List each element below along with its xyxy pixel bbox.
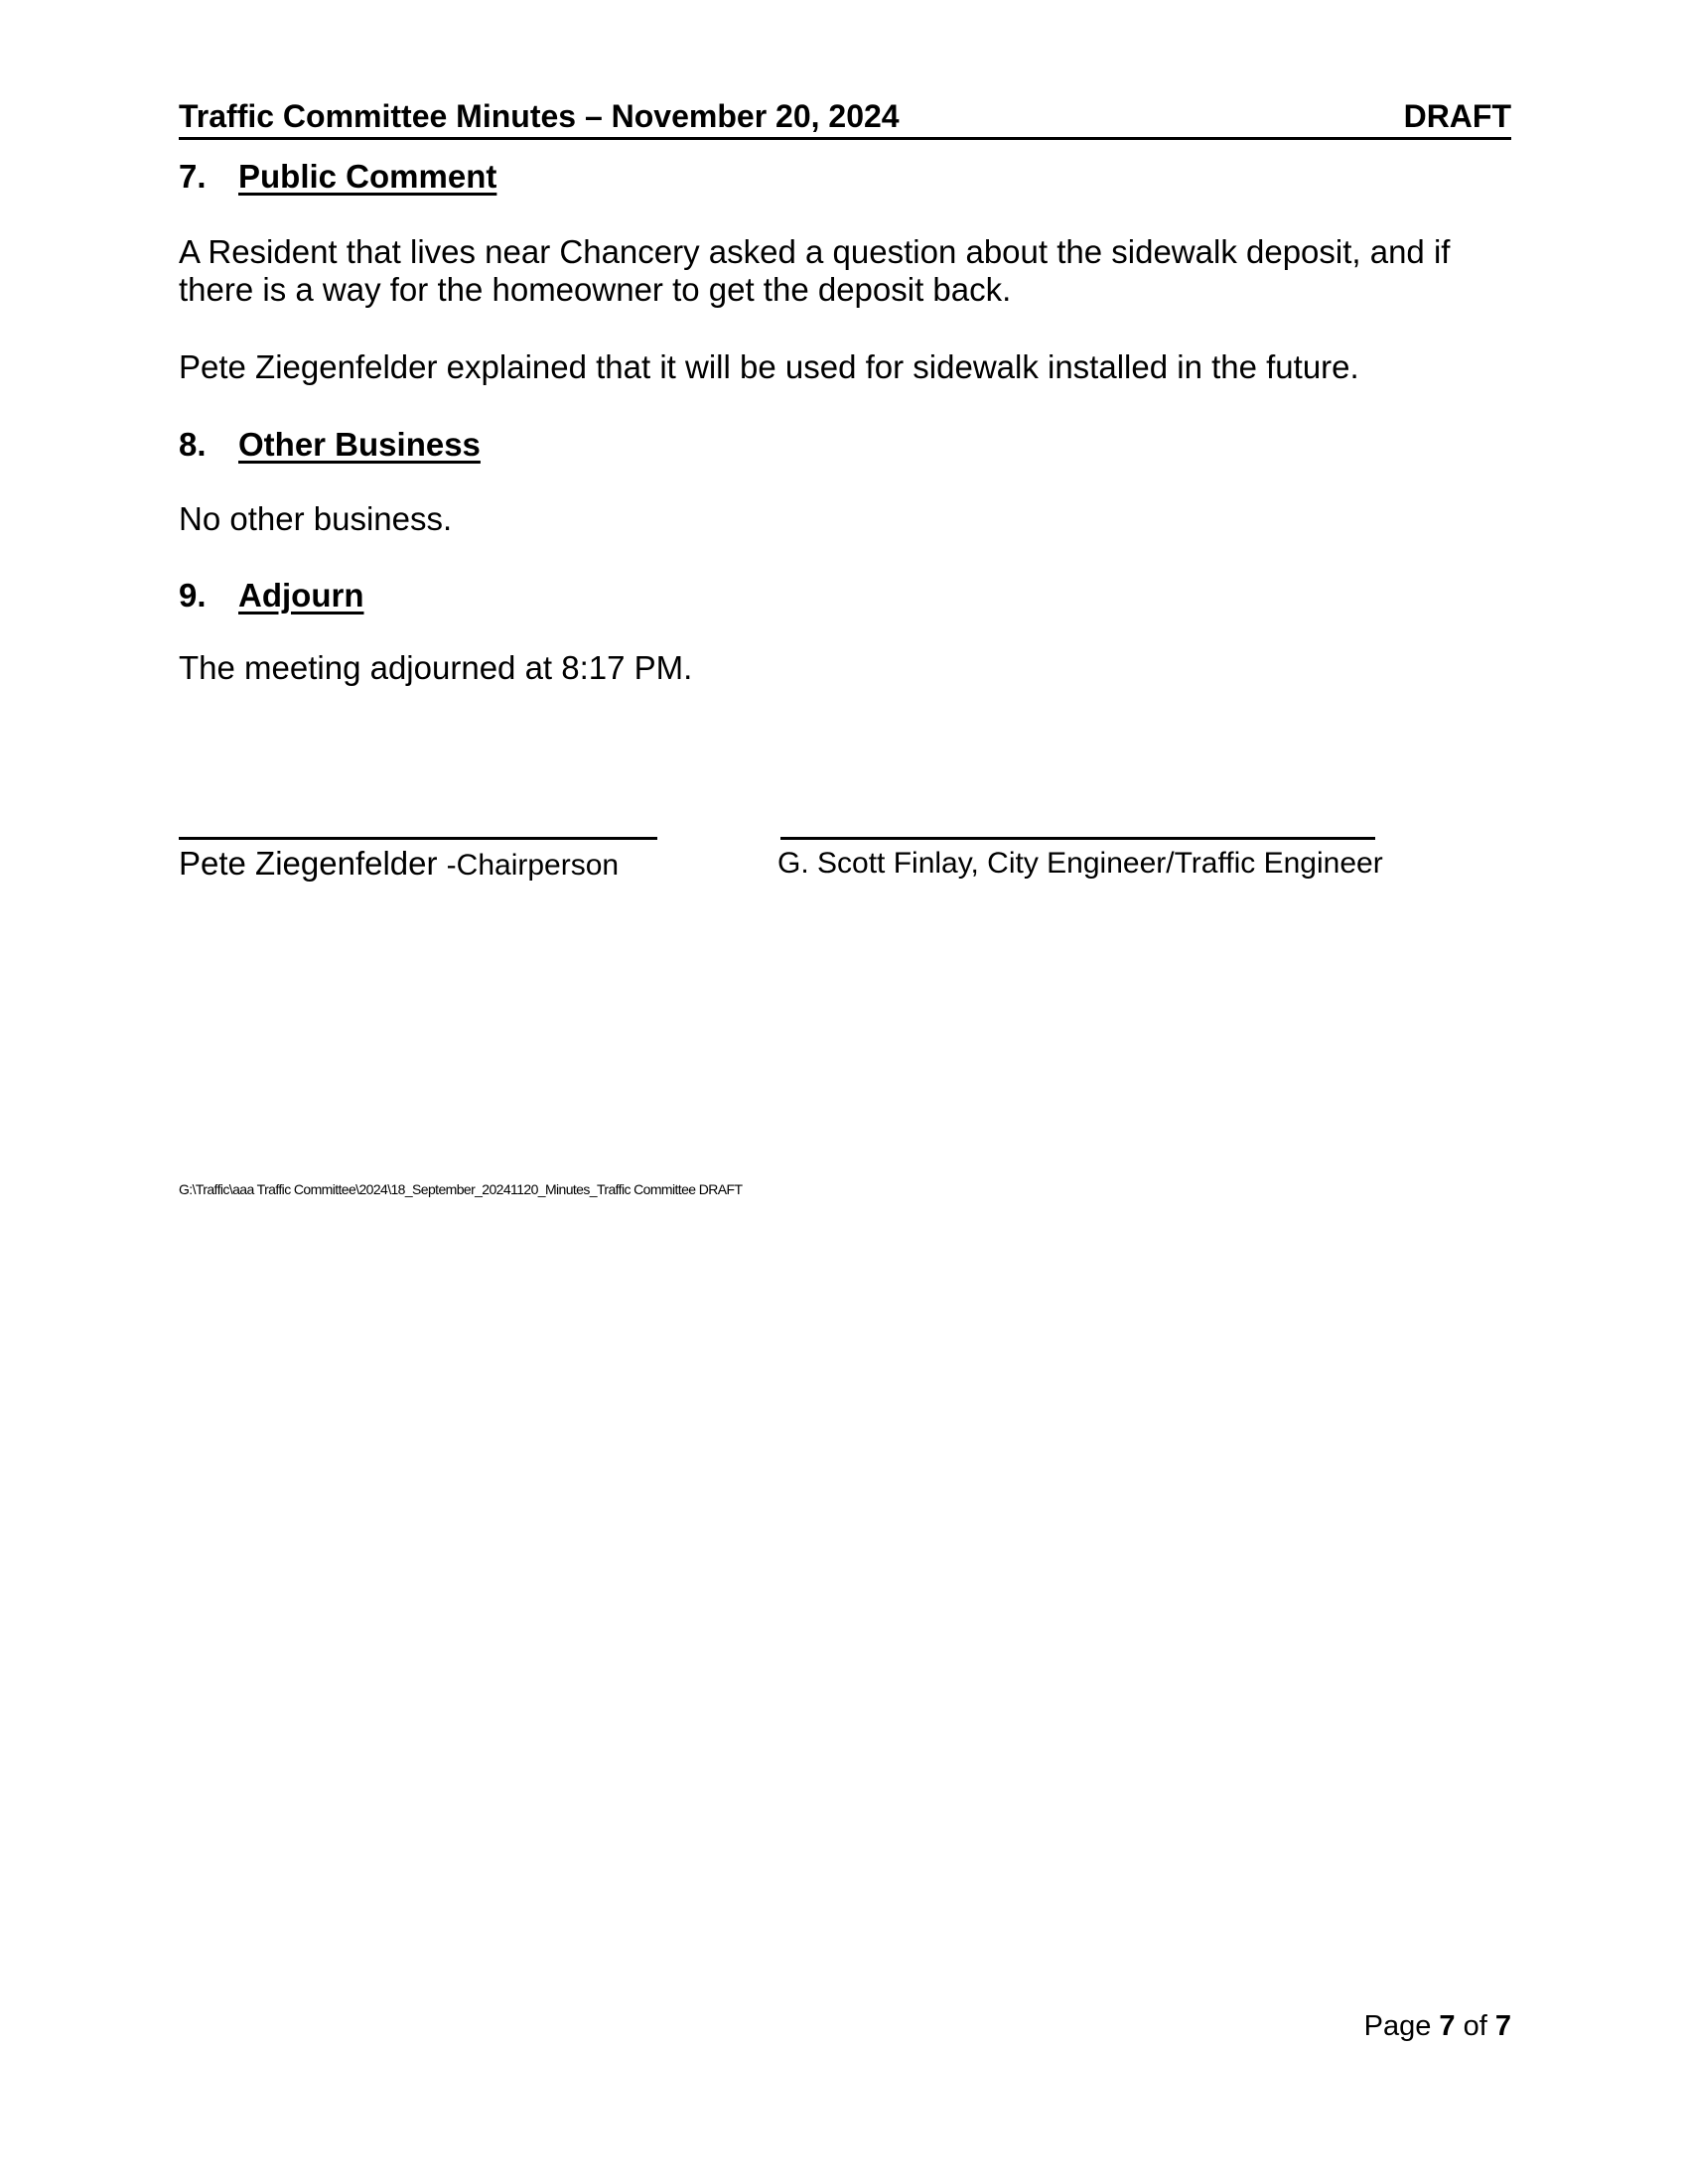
section-number: 9. [179,577,207,614]
draft-label: DRAFT [1403,98,1511,134]
section-heading-adjourn [179,576,363,615]
section-number: 7. [179,158,207,195]
paragraph-adjourn-time: The meeting adjourned at 8:17 PM. [179,649,693,686]
page-word: Page [1363,2010,1440,2042]
city-engineer-name: G. Scott Finlay, City Engineer/Traffic Engineer [777,847,1383,880]
page-header [179,97,1511,140]
file-path: G:\Traffic\aaa Traffic Committee\2024\18_September_20241120_Minutes_Traffic Committee DRAFT [179,1181,743,1197]
section-title: Other Business [238,426,481,463]
section-number: 8. [179,426,207,463]
chairperson-role: -Chairperson [446,849,620,882]
header-title: Traffic Committee Minutes – November 20, 2024 [179,98,900,134]
page-number [1364,2009,1511,2043]
signature-line-chairperson [179,837,657,840]
section-heading-public-comment [179,157,496,197]
paragraph-no-other-business: No other business. [179,500,453,537]
section-title: Public Comment [238,158,497,195]
signature-line-city-engineer [780,837,1375,840]
page-total: 7 [1494,2010,1511,2042]
section-heading-other-business [179,425,481,465]
of-word: of [1455,2010,1495,2042]
signature-name-chairperson [179,845,619,889]
paragraph-resident-question: A Resident that lives near Chancery asked a question about the sidewalk deposit, and if there is a way for the homeowner to get the deposit back. [179,233,1451,308]
page-current: 7 [1439,2010,1456,2042]
chairperson-name: Pete Ziegenfelder [179,845,447,882]
paragraph-deposit-explanation: Pete Ziegenfelder explained that it will be used for sidewalk installed in the future. [179,348,1359,385]
signature-name-city-engineer [777,845,1383,887]
section-title: Adjourn [238,577,364,614]
